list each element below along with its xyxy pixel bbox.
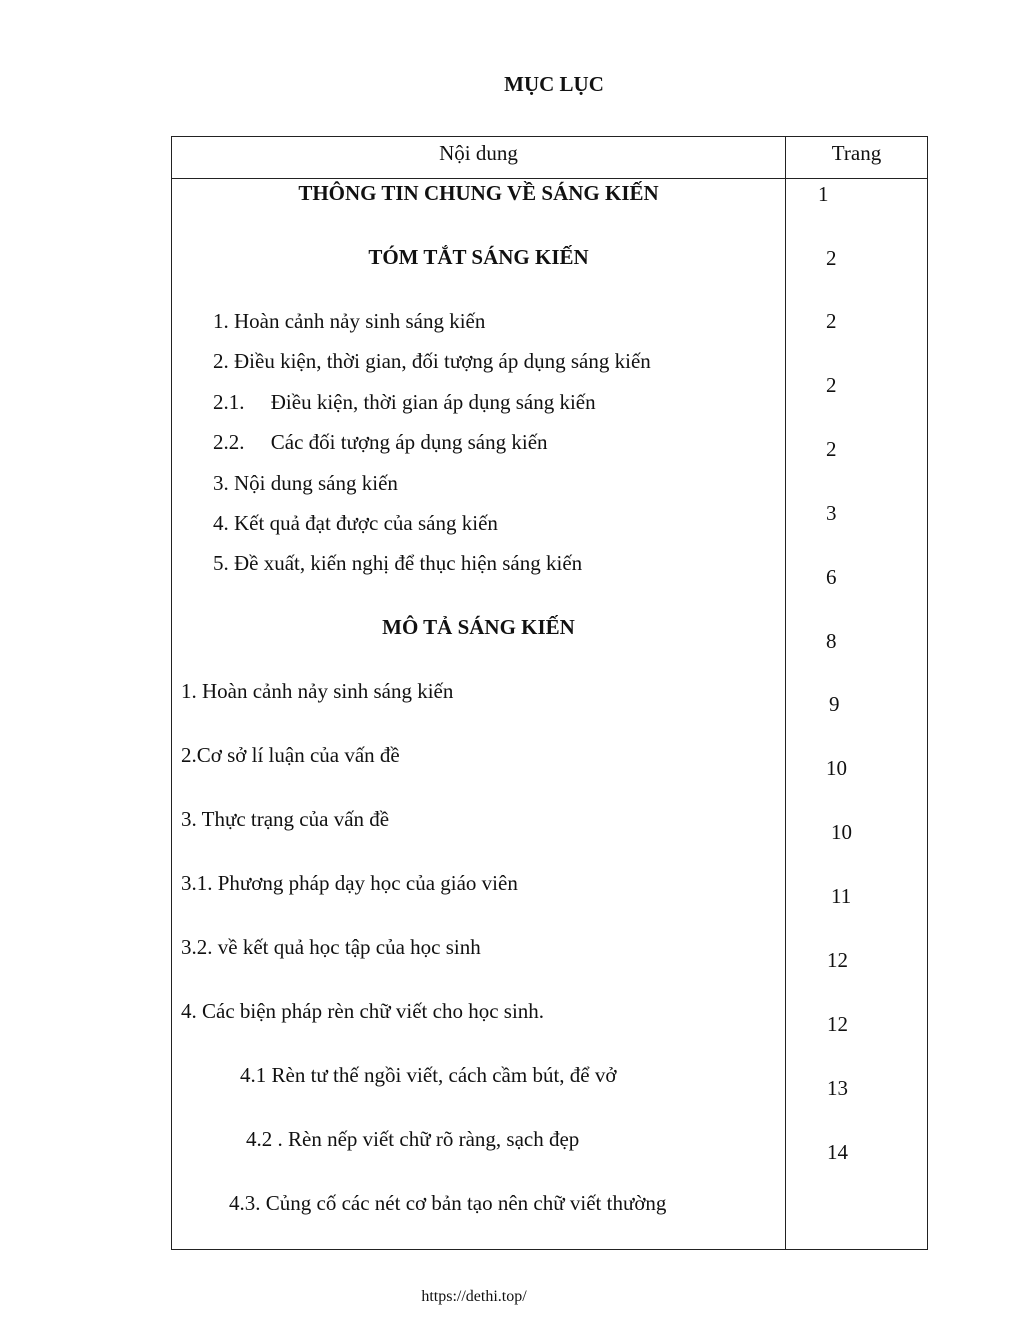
page-number: 13: [827, 1076, 848, 1100]
page-number: 14: [827, 1140, 848, 1164]
column-header-content: Nội dung: [439, 141, 518, 165]
toc-entry: 4. Kết quả đạt được của sáng kiến: [213, 511, 498, 535]
page-number: 2: [826, 246, 837, 270]
toc-entry: 3.1. Phương pháp dạy học của giáo viên: [181, 871, 518, 895]
toc-entry: 5. Đề xuất, kiến nghị để thục hiện sáng kiến: [213, 551, 583, 575]
toc-entry: 4.2 . Rèn nếp viết chữ rõ ràng, sạch đẹp: [246, 1127, 580, 1151]
page-number: 12: [827, 1012, 848, 1036]
toc-entry: 4.3. Củng cố các nét cơ bản tạo nên chữ viết thường: [229, 1191, 667, 1215]
page-number: 8: [826, 629, 837, 653]
toc-entry: 3.2. về kết quả học tập của học sinh: [181, 935, 481, 959]
page-number: 2: [826, 373, 837, 397]
toc-entry: 2. Điều kiện, thời gian, đối tượng áp dụng sáng kiến: [213, 349, 651, 373]
toc-entry: 1. Hoàn cảnh nảy sinh sáng kiến: [181, 679, 454, 703]
toc-entry: 4.1 Rèn tư thế ngồi viết, cách cầm bút, để vở: [240, 1063, 617, 1087]
page-number: 9: [829, 692, 840, 716]
footer-url: https://dethi.top/: [421, 1288, 527, 1305]
page-number: 12: [827, 948, 848, 972]
page-number: 11: [831, 884, 852, 908]
page-number: 2: [826, 437, 837, 461]
page-title: MỤC LỤC: [504, 72, 604, 96]
header-divider: [172, 178, 927, 179]
toc-entry: 1. Hoàn cảnh nảy sinh sáng kiến: [213, 309, 486, 333]
toc-entry-description: MÔ TẢ SÁNG KIẾN: [382, 615, 575, 639]
page-number: 10: [826, 756, 847, 780]
toc-entry: 2.2. Các đối tượng áp dụng sáng kiến: [213, 430, 548, 454]
column-divider: [785, 137, 786, 1249]
page-number: 6: [826, 565, 837, 589]
toc-entry: 2.1. Điều kiện, thời gian áp dụng sáng kiến: [213, 390, 596, 414]
column-header-page: Trang: [831, 141, 882, 165]
toc-entry: 4. Các biện pháp rèn chữ viết cho học sinh.: [181, 999, 545, 1023]
page-number: 10: [831, 820, 852, 844]
page-number: 1: [818, 182, 829, 206]
toc-entry-summary: TÓM TẮT SÁNG KIẾN: [368, 245, 589, 269]
toc-entry: 3. Nội dung sáng kiến: [213, 471, 398, 495]
toc-entry: 2.Cơ sở lí luận của vấn đề: [181, 743, 400, 767]
toc-entry: 3. Thực trạng của vấn đề: [181, 807, 390, 831]
toc-table: [171, 136, 928, 1250]
toc-entry-general-info: THÔNG TIN CHUNG VỀ SÁNG KIẾN: [298, 181, 659, 205]
page-number: 2: [826, 309, 837, 333]
page-number: 3: [826, 501, 837, 525]
